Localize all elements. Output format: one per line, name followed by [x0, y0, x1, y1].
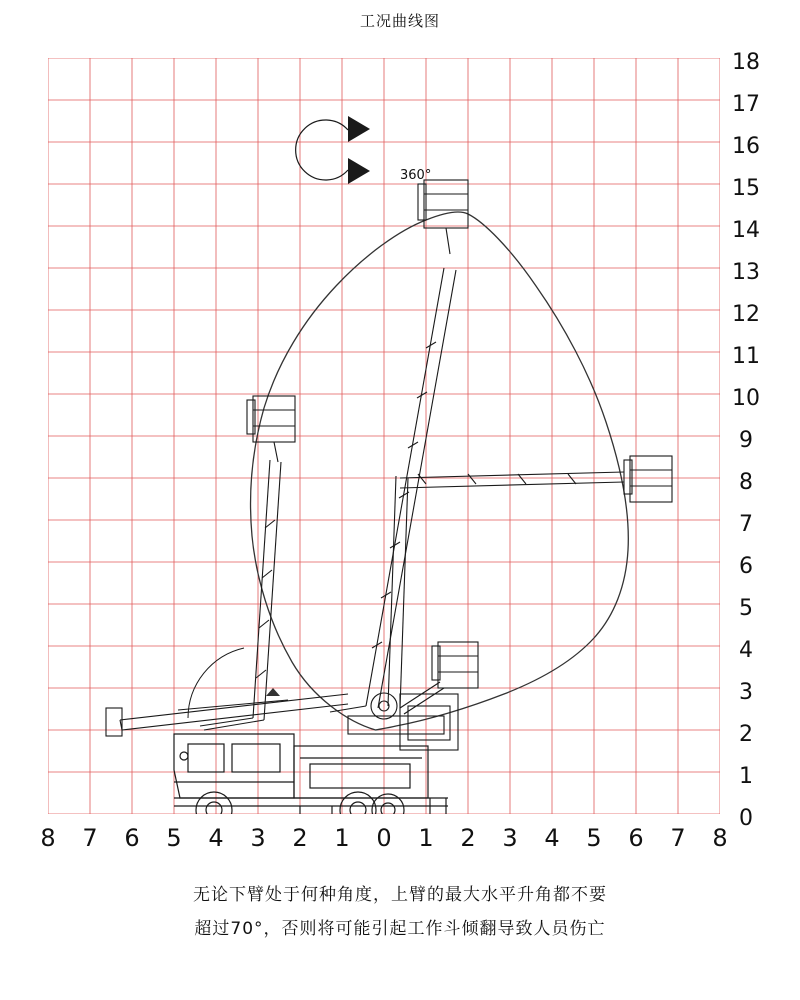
boom-stowed-deck [106, 688, 348, 736]
x-tick: 3 [250, 824, 266, 852]
y-tick: 2 [739, 722, 753, 747]
rotation-label: 360° [400, 168, 432, 183]
page-title: 工况曲线图 [359, 12, 440, 30]
x-tick: 5 [586, 824, 602, 852]
caption-line-1: 无论下臂处于何种角度，上臂的最大水平升角都不要 [193, 885, 607, 905]
boom-configuration-right [388, 456, 672, 708]
y-tick: 3 [739, 680, 753, 705]
warning-caption [0, 878, 800, 946]
boom-configuration-left [200, 396, 295, 730]
y-tick: 11 [732, 344, 760, 369]
y-tick: 7 [739, 512, 753, 537]
x-tick: 5 [166, 824, 182, 852]
chart-area [48, 58, 720, 814]
y-tick: 17 [732, 92, 760, 117]
boom-configuration-stowed [400, 642, 478, 714]
x-tick: 8 [40, 824, 56, 852]
x-tick: 8 [712, 824, 728, 852]
y-tick: 1 [739, 764, 753, 789]
y-tick: 6 [739, 554, 753, 579]
x-tick: 6 [124, 824, 140, 852]
x-tick: 4 [544, 824, 560, 852]
y-tick: 10 [732, 386, 760, 411]
y-axis [726, 50, 776, 840]
x-tick: 7 [670, 824, 686, 852]
y-tick: 5 [739, 596, 753, 621]
x-tick: 1 [418, 824, 434, 852]
x-tick: 7 [82, 824, 98, 852]
x-tick: 1 [334, 824, 350, 852]
boom-configuration-top [330, 180, 468, 712]
x-tick: 2 [292, 824, 308, 852]
x-tick: 0 [376, 824, 392, 852]
y-tick: 18 [732, 50, 760, 75]
x-tick: 2 [460, 824, 476, 852]
y-tick: 9 [739, 428, 753, 453]
y-tick: 0 [739, 806, 753, 831]
chart-svg [48, 58, 720, 814]
y-tick: 13 [732, 260, 760, 285]
x-tick: 4 [208, 824, 224, 852]
y-tick: 8 [739, 470, 753, 495]
y-tick: 14 [732, 218, 760, 243]
y-tick: 16 [732, 134, 760, 159]
x-axis [24, 824, 744, 860]
y-tick: 12 [732, 302, 760, 327]
turntable [348, 693, 458, 750]
y-tick: 15 [732, 176, 760, 201]
rotation-arrow-icon [296, 116, 370, 184]
working-envelope-curve [251, 212, 629, 730]
y-tick: 4 [739, 638, 753, 663]
x-tick: 6 [628, 824, 644, 852]
caption-line-2: 超过70°，否则将可能引起工作斗倾翻导致人员伤亡 [194, 919, 606, 939]
x-tick: 3 [502, 824, 518, 852]
